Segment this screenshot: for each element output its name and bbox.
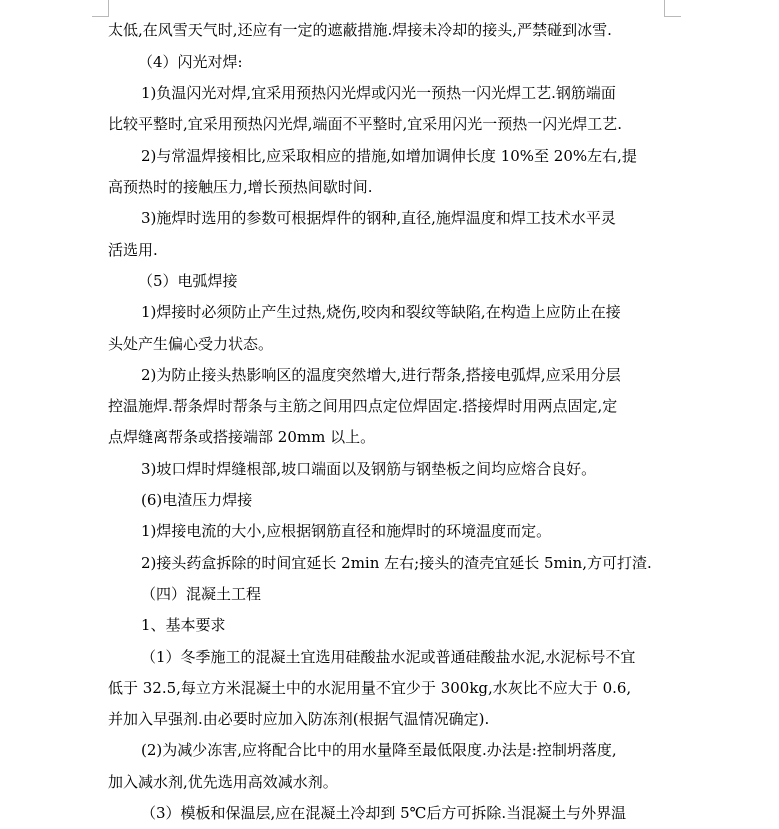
text-line-20: 1、基本要求 [141, 616, 226, 634]
text-line-7: 3)施焊时选用的参数可根据焊件的钢种,直径,施焊温度和焊工技术水平灵 [141, 209, 616, 227]
text-line-15: 3)坡口焊时焊缝根部,坡口端面以及钢筋与钢垫板之间均应熔合良好。 [141, 460, 597, 478]
text-line-19: （四）混凝土工程 [141, 585, 262, 603]
page-corner-mark-left [92, 0, 109, 17]
text-line-11: 头处产生偏心受力状态。 [108, 335, 274, 353]
text-line-10: 1)焊接时必须防止产生过热,烧伤,咬肉和裂纹等缺陷,在构造上应防止在接 [141, 303, 621, 321]
page-corner-mark-right [664, 0, 681, 17]
text-line-18: 2)接头药盒拆除的时间宜延长 2min 左右;接头的渣壳宜延长 5min,方可打渣. [141, 554, 652, 572]
text-line-8: 活选用. [108, 241, 158, 259]
text-line-17: 1)焊接电流的大小,应根据钢筋直径和施焊时的环境温度而定。 [141, 522, 552, 540]
text-line-23: 并加入早强剂.由必要时应加入防冻剂(根据气温情况确定). [108, 710, 490, 728]
text-line-21: （1）冬季施工的混凝土宜选用硅酸盐水泥或普通硅酸盐水泥,水泥标号不宜 [141, 648, 636, 666]
text-line-22: 低于 32.5,每立方米混凝土中的水泥用量不宜少于 300kg,水灰比不应大于 0.6, [108, 679, 632, 697]
text-line-2: （4）闪光对焊: [138, 53, 243, 71]
text-line-24: (2)为减少冻害,应将配合比中的用水量降至最低限度.办法是:控制坍落度, [141, 741, 617, 759]
text-line-3: 1)负温闪光对焊,宜采用预热闪光焊或闪光一预热一闪光焊工艺.钢筋端面 [141, 84, 616, 102]
text-line-14: 点焊缝离帮条或搭接端部 20mm 以上。 [108, 428, 376, 446]
text-line-12: 2)为防止接头热影响区的温度突然增大,进行帮条,搭接电弧焊,应采用分层 [141, 366, 621, 384]
text-line-25: 加入减水剂,优先选用高效减水剂。 [108, 773, 338, 791]
text-line-16: (6)电渣压力焊接 [141, 491, 253, 509]
text-line-4: 比较平整时,宜采用预热闪光焊,端面不平整时,宜采用闪光一预热一闪光焊工艺. [108, 115, 623, 133]
text-line-13: 控温施焊.帮条焊时帮条与主筋之间用四点定位焊固定.搭接焊时用两点固定,定 [108, 397, 618, 415]
text-line-1: 太低,在风雪天气时,还应有一定的遮蔽措施.焊接未冷却的接头,严禁碰到冰雪. [108, 21, 612, 39]
text-line-9: （5）电弧焊接 [138, 272, 238, 290]
text-line-6: 高预热时的接触压力,增长预热间歇时间. [108, 178, 373, 196]
text-line-5: 2)与常温焊接相比,应采取相应的措施,如增加调伸长度 10%至 20%左右,提 [141, 147, 637, 165]
text-line-26: （3）模板和保温层,应在混凝土冷却到 5℃后方可拆除.当混凝土与外界温 [141, 804, 627, 822]
